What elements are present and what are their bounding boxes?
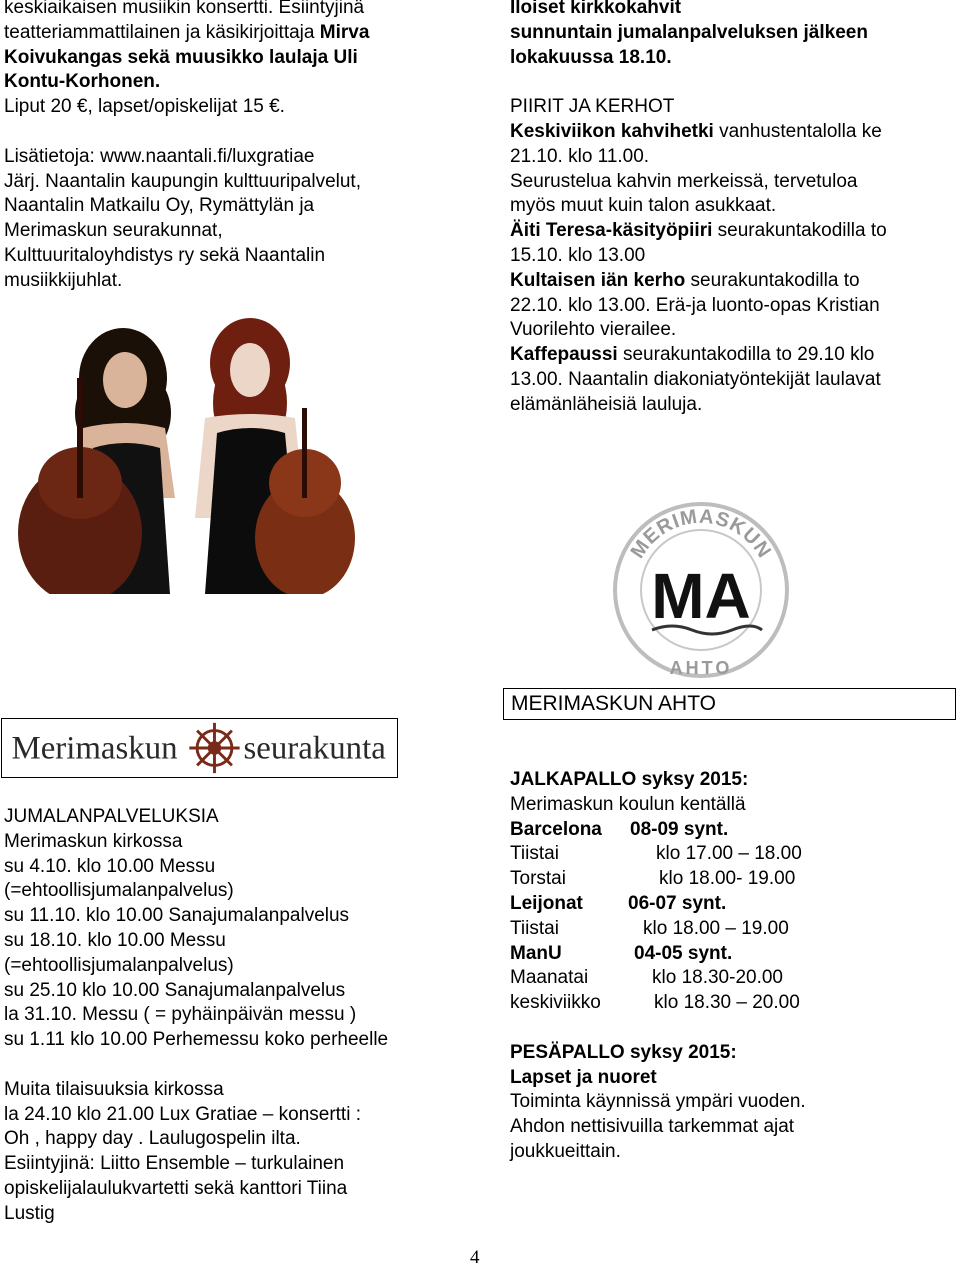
day: keskiviikko (510, 992, 601, 1014)
text-line: Kontu-Korhonen. (4, 71, 161, 93)
ahto-section-title: MERIMASKUN AHTO (503, 688, 956, 720)
section-title: Iloiset kirkkokahvit (510, 0, 682, 18)
performer-name: Mirva (319, 21, 370, 43)
service-entry: su 25.10 klo 10.00 Sanajumalanpalvelus (4, 979, 346, 1001)
ahto-logo (612, 498, 790, 682)
team-years: 04-05 synt. (634, 942, 733, 964)
svg-text:AHTO: AHTO (669, 658, 733, 678)
schedule-row (510, 991, 950, 1016)
schedule-row (510, 867, 950, 892)
day: Torstai (510, 868, 566, 890)
team-heading (510, 942, 950, 967)
team-name: Leijonat (510, 892, 583, 914)
day: Tiistai (510, 843, 559, 865)
service-entry: su 1.11 klo 10.00 Perhemessu koko perheelle (4, 1029, 389, 1051)
text-line: la 24.10 klo 21.00 Lux Gratiae – konsertti : (4, 1103, 361, 1125)
text-line: Ahdon nettisivuilla tarkemmat ajat (510, 1116, 795, 1138)
time: klo 18.30 – 20.00 (654, 992, 800, 1014)
club-name: Kultaisen iän kerho (510, 269, 686, 291)
text-line: teatteriammattilainen ja käsikirjoittaja Mirva (4, 21, 370, 43)
service-entry: su 11.10. klo 10.00 Sanajumalanpalvelus (4, 905, 350, 927)
text-line: 13.00. Naantalin diakoniatyöntekijät laulavat (510, 368, 881, 390)
section-title: PESÄPALLO syksy 2015: (510, 1041, 737, 1063)
text-line: Merimaskun kirkossa (4, 830, 183, 852)
text-line: Vuorilehto vierailee. (510, 319, 677, 341)
text-line: 15.10. klo 13.00 (510, 244, 646, 266)
svg-text:Merimaskun: Merimaskun (11, 730, 178, 767)
club-entry: Äiti Teresa-käsityöpiiri seurakuntakodilla to (510, 220, 887, 242)
text-line: Järj. Naantalin kaupungin kulttuuripalvelut, (4, 170, 361, 192)
club-entry: Kaffepaussi seurakuntakodilla to 29.10 klo (510, 344, 875, 366)
text-line: (=ehtoollisjumalanpalvelus) (4, 880, 234, 902)
text-line: joukkueittain. (510, 1140, 621, 1162)
text-line: Seurustelua kahvin merkeissä, tervetuloa (510, 170, 858, 192)
concert-info (4, 0, 464, 294)
team-heading (510, 818, 950, 843)
text-line: Merimaskun seurakunnat, (4, 220, 223, 242)
schedule-row (510, 842, 950, 867)
time: klo 18.00- 19.00 (659, 868, 796, 890)
team-heading (510, 892, 950, 917)
team-years: 06-07 synt. (628, 892, 727, 914)
time: klo 17.00 – 18.00 (656, 843, 802, 865)
svg-text:seurakunta: seurakunta (243, 730, 386, 767)
service-entry: su 18.10. klo 10.00 Messu (4, 929, 226, 951)
section-heading: Muita tilaisuuksia kirkossa (4, 1078, 224, 1100)
text-line: sunnuntain jumalanpalveluksen jälkeen (510, 21, 868, 43)
text-line: elämänläheisiä lauluja. (510, 393, 703, 415)
text-line: Lapset ja nuoret (510, 1066, 657, 1088)
text-line: Koivukangas sekä muusikko laulaja Uli (4, 46, 358, 68)
club-entry: Kultaisen iän kerho seurakuntakodilla to (510, 269, 860, 291)
day: Tiistai (510, 917, 559, 939)
text-line: myös muut kuin talon asukkaat. (510, 195, 777, 217)
text-line: Kulttuuritaloyhdistys ry sekä Naantalin (4, 244, 326, 266)
text-line: opiskelijalaulukvartetti sekä kanttori Tiina (4, 1177, 348, 1199)
text-line: musiikkijuhlat. (4, 269, 123, 291)
more-info-link[interactable]: Lisätietoja: www.naantali.fi/luxgratiae (4, 145, 315, 167)
text-line: Naantalin Matkailu Oy, Rymättylän ja (4, 195, 315, 217)
text-line: Toiminta käynnissä ympäri vuoden. (510, 1091, 806, 1113)
text-line: Lustig (4, 1202, 55, 1224)
time: klo 18.30-20.00 (652, 967, 783, 989)
svg-text:MA: MA (651, 560, 751, 632)
church-coffee-and-clubs (510, 0, 950, 418)
text-line: 21.10. klo 11.00. (510, 145, 650, 167)
schedule-row (510, 917, 950, 942)
text-line: Merimaskun koulun kentällä (510, 793, 746, 815)
team-years: 08-09 synt. (630, 818, 729, 840)
services-list (4, 805, 464, 1227)
club-name: Äiti Teresa-käsityöpiiri (510, 220, 713, 242)
club-name: Kaffepaussi (510, 344, 618, 366)
text-line: Oh , happy day . Laulugospelin ilta. (4, 1128, 301, 1150)
sports-schedule (510, 768, 950, 1165)
schedule-row (510, 966, 950, 991)
time: klo 18.00 – 19.00 (643, 917, 789, 939)
team-name: ManU (510, 942, 562, 964)
section-heading: PIIRIT JA KERHOT (510, 96, 675, 118)
cellists-photo (5, 318, 365, 594)
ticket-price: Liput 20 €, lapset/opiskelijat 15 €. (4, 96, 285, 118)
section-heading: JUMALANPALVELUKSIA (4, 806, 219, 827)
day: Maanatai (510, 967, 589, 989)
club-name: Keskiviikon kahvihetki (510, 120, 714, 142)
text-line: keskiaikaisen musiikin konsertti. Esiintyjinä (4, 0, 365, 18)
page-number: 4 (470, 1247, 480, 1268)
service-entry: su 4.10. klo 10.00 Messu (4, 855, 216, 877)
seurakunta-logo (1, 718, 398, 778)
team-name: Barcelona (510, 818, 602, 840)
section-title: JALKAPALLO syksy 2015: (510, 769, 749, 790)
service-entry: la 31.10. Messu ( = pyhäinpäivän messu ) (4, 1004, 357, 1026)
text-line: (=ehtoollisjumalanpalvelus) (4, 954, 234, 976)
text-line: Esiintyjinä: Liitto Ensemble – turkulainen (4, 1153, 345, 1175)
svg-text:MERIMASKUN: MERIMASKUN (626, 505, 776, 563)
club-entry: Keskiviikon kahvihetki vanhustentalolla ke (510, 120, 882, 142)
text-line: 22.10. klo 13.00. Erä-ja luonto-opas Kristian (510, 294, 880, 316)
text-line: lokakuussa 18.10. (510, 46, 672, 68)
